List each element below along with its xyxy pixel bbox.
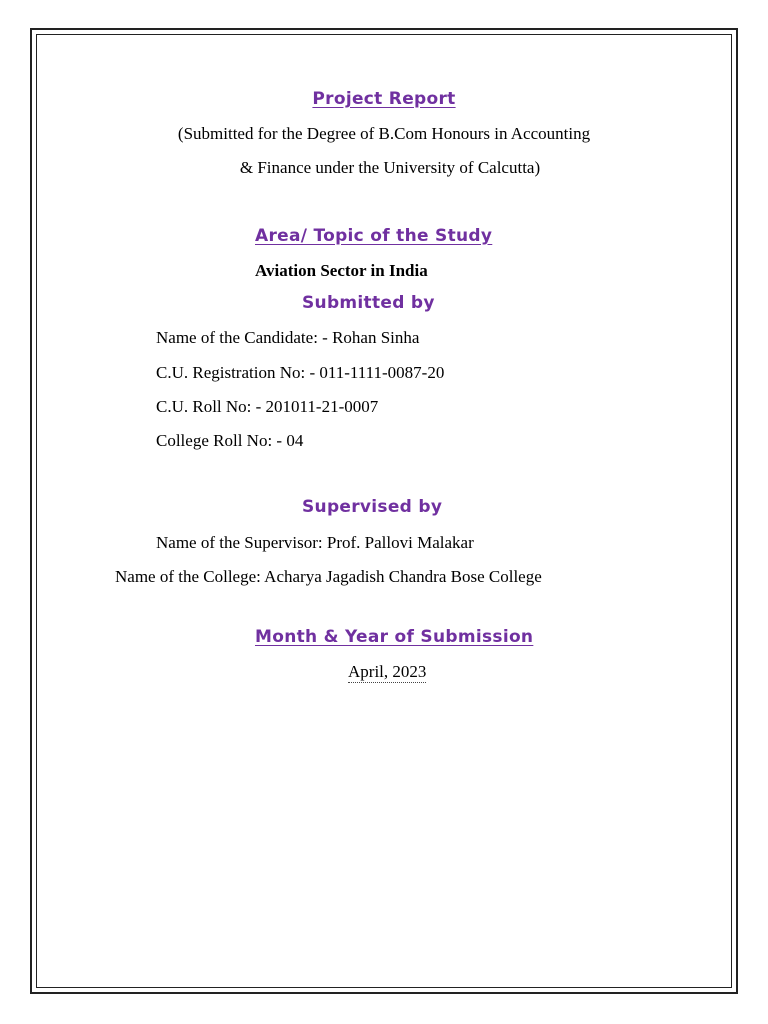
college-name: Name of the College: Acharya Jagadish Chandra Bose College [115,567,542,586]
submission-date-text: April, 2023 [348,662,427,681]
roll-number: C.U. Roll No: - 201011-21-0007 [156,397,379,416]
subtitle-line-1: (Submitted for the Degree of B.Com Honours in Accounting [177,124,591,143]
topic-heading: Area/ Topic of the Study [255,226,493,246]
candidate-name: Name of the Candidate: - Rohan Sinha [156,328,420,347]
submitted-by-heading: Submitted by [302,293,435,313]
topic-value: Aviation Sector in India [255,261,428,280]
subtitle-line-2: & Finance under the University of Calcutta) [239,158,541,177]
supervised-by-heading: Supervised by [302,497,443,517]
registration-number: C.U. Registration No: - 011-1111-0087-20 [156,363,445,382]
submission-heading: Month & Year of Submission [255,627,534,647]
title-heading: Project Report [312,89,456,109]
supervisor-name: Name of the Supervisor: Prof. Pallovi Malakar [156,533,474,552]
submission-date [348,662,426,682]
college-roll-number: College Roll No: - 04 [156,431,304,450]
